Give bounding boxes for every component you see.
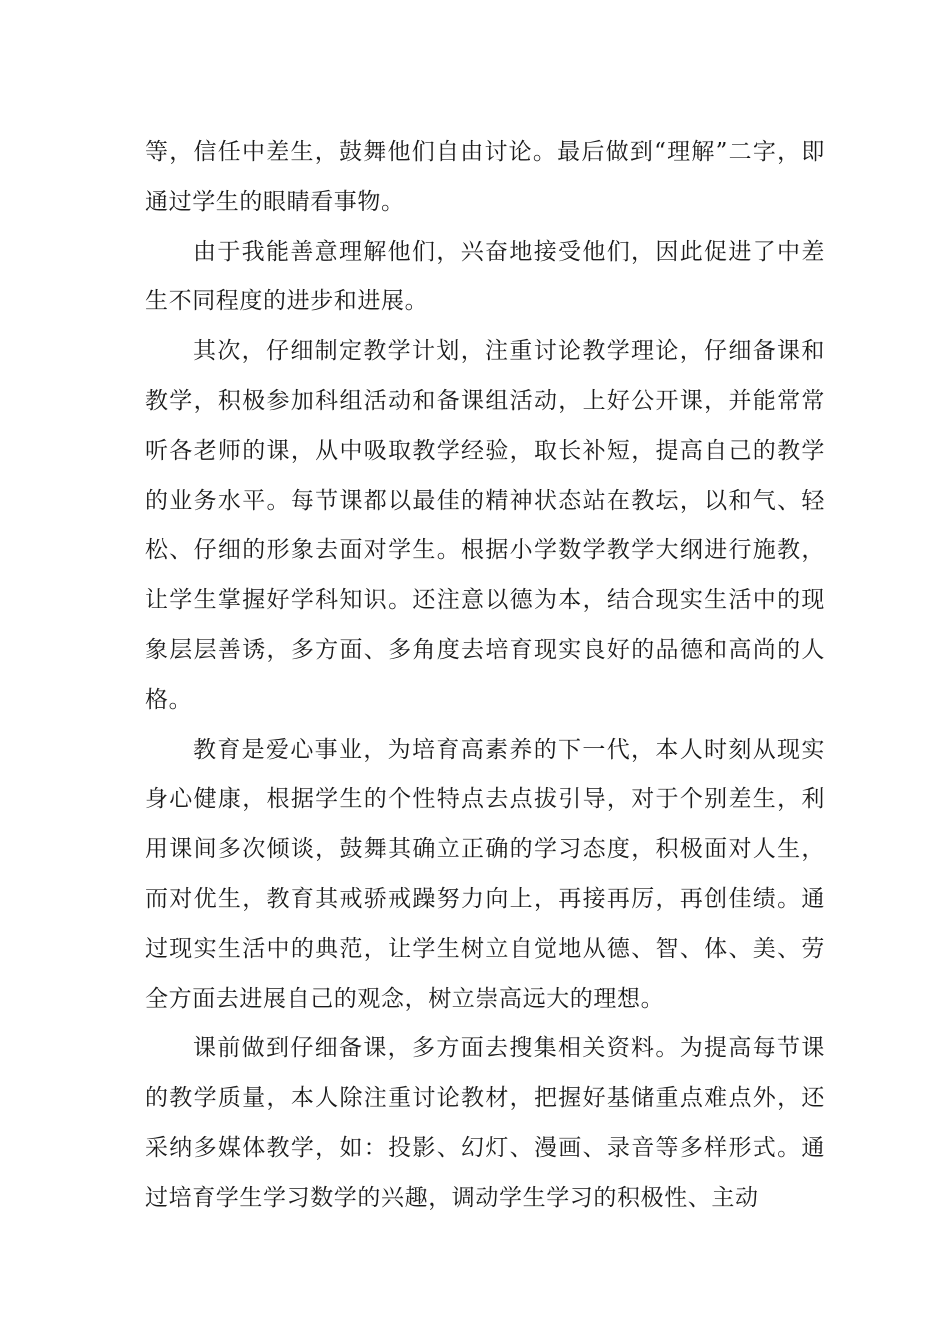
paragraph-1: 等，信任中差生，鼓舞他们自由讨论。最后做到“理解”二字，即通过学生的眼睛看事物。 (145, 139, 825, 215)
paragraph-2: 由于我能善意理解他们，兴奋地接受他们，因此促进了中差生不同程度的进步和进展。 (145, 238, 825, 315)
document-body (145, 128, 825, 1224)
paragraph-4: 教育是爱心事业，为培育高素养的下一代，本人时刻从现实身心健康，根据学生的个性特点去点拔引导，对于个别差生，利用课间多次倾谈，鼓舞其确立正确的学习态度，积极面对人生，而对优生，教育其戒骄戒躁努力向上，再接再厉，再创佳绩。通过现实生活中的典范，让学生树立自觉地从德、智、体、美、劳全方面去进展自己的观念，树立崇高远大的理想。 (145, 736, 825, 1012)
paragraph-3: 其次，仔细制定教学计划，注重讨论教学理论，仔细备课和教学，积极参加科组活动和备课组活动，上好公开课，并能常常听各老师的课，从中吸取教学经验，取长补短，提高自己的教学的业务水平。每节课都以最佳的精神状态站在教坛，以和气、轻松、仔细的形象去面对学生。根据小学数学教学大纲进行施教，让学生掌握好学科知识。还注意以德为本，结合现实生活中的现象层层善诱，多方面、多角度去培育现实良好的品德和高尚的人格。 (145, 338, 825, 713)
paragraph-5: 课前做到仔细备课，多方面去搜集相关资料。为提高每节课的教学质量，本人除注重讨论教材，把握好基储重点难点外，还采纳多媒体教学，如：投影、幻灯、漫画、录音等多样形式。通过培育学生学习数学的兴趣，调动学生学习的积极性、主动 (145, 1035, 825, 1211)
